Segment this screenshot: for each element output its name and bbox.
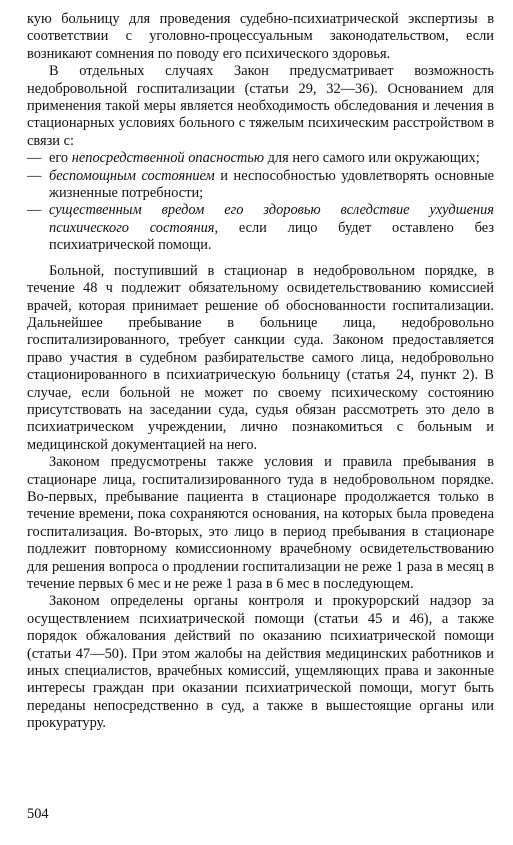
list-item-text: для него самого или окружающих; [264,150,480,167]
list-item-text: и неспособностью удовлетворять основные жизненные потребности; [49,167,494,202]
list-item-text: если лицо будет оставлено без психиатрической помощи. [49,219,494,254]
list-item [27,150,494,167]
list-item-emphasis: беспомощным состоянием [49,167,215,184]
dash-marker: — [27,167,42,184]
grounds-list [27,150,494,254]
list-item [27,202,494,254]
list-item-emphasis: существенным вредом его здоровью вследствие ухудшения психического состояния, [49,202,494,236]
page-number: 504 [27,806,49,822]
paragraph-admission-review: Больной, поступивший в стационар в недобровольном порядке, в течение 48 ч подлежит обязательному освидетельствованию комиссией врачей, которая принимает решение об обоснованности госпитализации. Дальнейшее пребывание в больнице лица, недобровольно госпитализированного, требует санкции суда. Законом предоставляется право участия в судебном разбирательстве самого лица, недобровольно стационированного в психиатрическую больницу (статья 24, пункт 2). В случае, если больной не может по своему психическому состоянию присутствовать на заседании суда, судья обязан рассмотреть это дело в психиатрическом учреждении, лично познакомиться с больным и медицинской документацией на него. [27,262,494,453]
dash-marker: — [27,150,42,167]
list-item-text: его [49,150,72,167]
list-item-emphasis: непосредственной опасностью [71,150,265,167]
paragraph-oversight-appeals: Законом определены органы контроля и прокурорский надзор за осуществлением психиатрической помощи (статьи 45 и 46), а также порядок обжалования действий по оказанию психиатрической помощи (статьи 47—50). При этом жалобы на действия медицинских работников и иных специалистов, врачебных комиссий, ущемляющих права и законные интересы граждан при оказании психиатрической помощи, могут быть переданы непосредственно в суд, а также в вышестоящие органы или прокуратуру. [27,593,494,732]
paragraph-continuation: кую больницу для проведения судебно-психиатрической экспертизы в соответствии с уголовно-процессуальным законодательством, если возникают сомнения по поводу его психического здоровья. [27,11,494,62]
list-item [27,168,494,203]
paragraph-stay-conditions: Законом предусмотрены также условия и правила пребывания в стационаре лица, госпитализированного туда в недобровольном порядке. Во-первых, пребывание пациента в стационаре продолжается только в течение времени, пока сохраняются основания, на которых была проведена госпитализация. Во-вторых, это лицо в период пребывания в стационаре подлежит повторному комиссионному врачебному освидетельствованию для решения вопроса о продлении госпитализации не реже 1 раза в месяц в течение первых 6 мес и не реже 1 раза в 6 мес в последующем. [27,454,494,592]
dash-marker: — [27,202,42,219]
paragraph-involuntary-hospitalization: В отдельных случаях Закон предусматривает возможность недобровольной госпитализации (статьи 29, 32—36). Основанием для применения такой меры является необходимость обследования и лечения в стационарных условиях больного с тяжелым психическим расстройством в связи с: [27,63,494,149]
